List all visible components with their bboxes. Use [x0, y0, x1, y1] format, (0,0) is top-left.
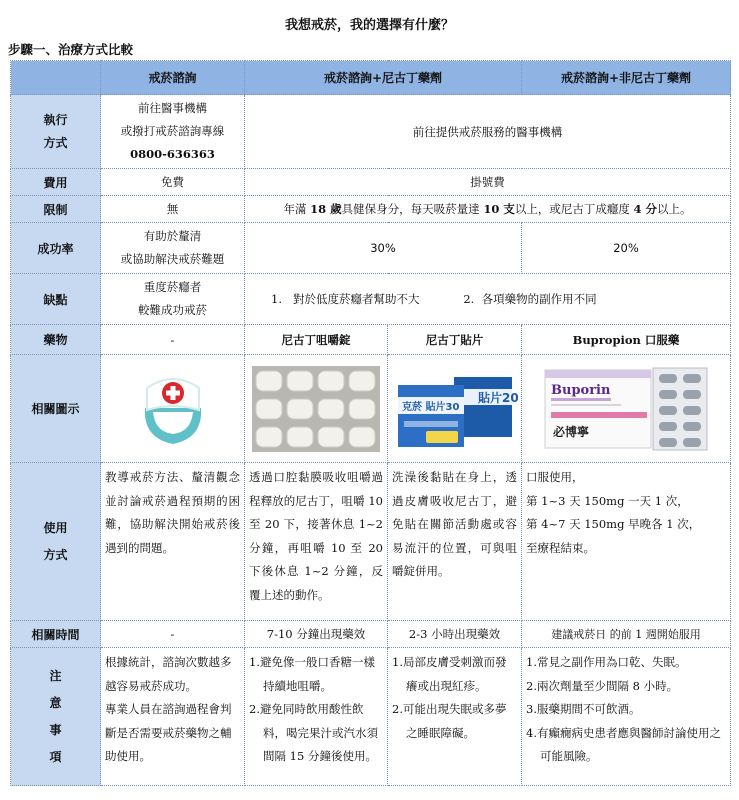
image-gum: [245, 355, 388, 463]
comparison-table: [10, 60, 731, 786]
execution-counseling: 前往醫事機構 或撥打戒菸諮詢專線 0800-636363: [101, 95, 245, 169]
time-gum: 7-10 分鐘出現藥效: [245, 621, 388, 648]
drug-gum: 尼古丁咀嚼錠: [245, 325, 388, 355]
label-usage: 使用 方式: [11, 463, 101, 621]
row-success: [11, 223, 731, 274]
label-images: 相關圖示: [11, 355, 101, 463]
label-cost: 費用: [11, 169, 101, 196]
image-patch: [388, 355, 522, 463]
row-images: [11, 355, 731, 463]
row-execution: [11, 95, 731, 169]
row-drug: [11, 325, 731, 355]
row-time: [11, 621, 731, 648]
success-nicotine: 30%: [245, 223, 522, 274]
nurse-cap-icon: [133, 368, 213, 450]
drug-counseling: -: [101, 325, 245, 355]
time-patch: 2-3 小時出現藥效: [388, 621, 522, 648]
row-cost: [11, 169, 731, 196]
usage-counseling: 教導戒菸方法、釐清觀念並討論戒菸過程預期的困難，協助解決開始戒菸後遇到的問題。: [101, 463, 245, 621]
success-non-nicotine: 20%: [522, 223, 731, 274]
notes-patch: 1.局部皮膚受刺激而發癢或出現紅疹。 2.可能出現失眠或多夢之睡眠障礙。: [388, 648, 522, 786]
label-notes: 注 意 事 項: [11, 648, 101, 786]
step-heading: 步驟一、治療方式比較: [8, 42, 134, 57]
notes-counseling: 根據統計，諮詢次數越多越容易戒菸成功。 專業人員在諮詢過程會判斷是否需要戒菸藥物之輔助使用。: [101, 648, 245, 786]
label-time: 相關時間: [11, 621, 101, 648]
execution-drugs: 前往提供戒菸服務的醫事機構: [245, 95, 731, 169]
header-nicotine: 戒菸諮詢+尼古丁藥劑: [245, 61, 522, 95]
row-cons: [11, 274, 731, 325]
label-cons: 缺點: [11, 274, 101, 325]
gum-tablets-image: [252, 366, 380, 452]
notes-bupropion: 1.常見之副作用為口乾、失眠。 2.兩次劑量至少間隔 8 小時。 3.服藥期間不可飲酒。 4.有癲癇病史患者應與醫師討論使用之可能風險。: [522, 648, 731, 786]
row-limit: [11, 196, 731, 223]
header-empty: [11, 61, 101, 95]
time-bupropion: 建議戒菸日 的前 1 週開始服用: [522, 621, 731, 648]
patch-box-label-1: 克菸 貼片30: [401, 401, 459, 413]
patch-box-label-2: 貼片20: [477, 390, 519, 405]
label-execution: 執行 方式: [11, 95, 101, 169]
label-limit: 限制: [11, 196, 101, 223]
time-counseling: -: [101, 621, 245, 648]
drug-patch: 尼古丁貼片: [388, 325, 522, 355]
row-notes: [11, 648, 731, 786]
notes-gum: 1.避免像一般口香糖一樣持續地咀嚼。 2.避免同時飲用酸性飲料，喝完果汁或汽水須間隔 15 分鐘後使用。: [245, 648, 388, 786]
limit-drugs: 年滿 18 歲具健保身分，每天吸菸量達 10 支以上，或尼古丁成癮度 4 分以上。: [245, 196, 731, 223]
usage-gum: 透過口腔黏膜吸收咀嚼過程釋放的尼古丁，咀嚼 10 至 20 下，接著休息 1~2 分鐘，再咀嚼 10 至 20 下後休息 1~2 分鐘，反覆上述的動作。: [245, 463, 388, 621]
pill-box-brand: Buporin: [551, 382, 611, 398]
patch-box-image: [396, 369, 519, 449]
drug-bupropion: Bupropion 口服藥: [522, 325, 731, 355]
cost-drugs: 掛號費: [245, 169, 731, 196]
pill-box-cn: 必博寧: [553, 424, 590, 439]
hotline-number: 0800-636363: [130, 147, 215, 161]
image-counseling: [101, 355, 245, 463]
limit-counseling: 無: [101, 196, 245, 223]
header-non-nicotine: 戒菸諮詢+非尼古丁藥劑: [522, 61, 731, 95]
header-counseling: 戒菸諮詢: [101, 61, 245, 95]
success-counseling: 有助於釐清 或協助解決戒菸難題: [101, 223, 245, 274]
bupropion-box-image: [541, 366, 711, 452]
cost-counseling: 免費: [101, 169, 245, 196]
label-success: 成功率: [11, 223, 101, 274]
image-bupropion: [522, 355, 731, 463]
cons-counseling: 重度菸癮者 較難成功戒菸: [101, 274, 245, 325]
cons-drugs: 1. 對於低度菸癮者幫助不大 2. 各項藥物的副作用不同: [245, 274, 731, 325]
header-row: [11, 61, 731, 95]
label-drug: 藥物: [11, 325, 101, 355]
usage-patch: 洗澡後黏貼在身上，透過皮膚吸收尼古丁，避免貼在關節活動處或容易流汗的位置，可與咀嚼錠併用。: [388, 463, 522, 621]
usage-bupropion: 口服使用， 第 1~3 天 150mg 一天 1 次， 第 4~7 天 150mg 早晚各 1 次， 至療程結束。: [522, 463, 731, 621]
row-usage: [11, 463, 731, 621]
page-title: 我想戒菸，我的選擇有什麼？: [284, 18, 454, 33]
